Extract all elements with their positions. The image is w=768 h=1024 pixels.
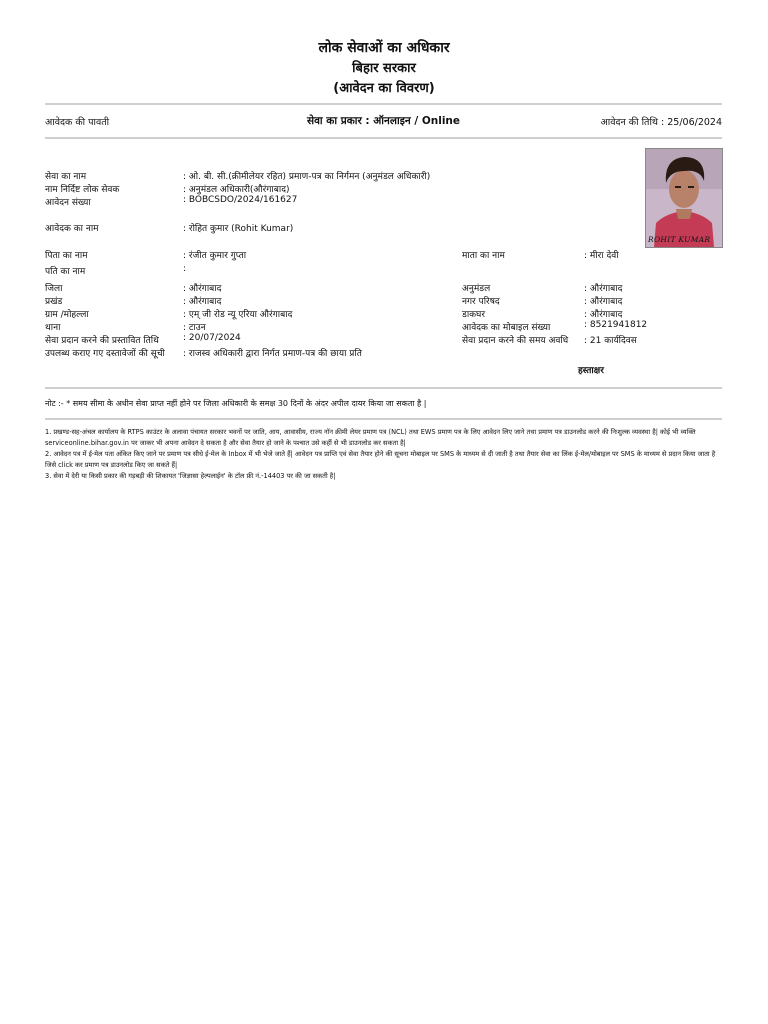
footnote-1: 1. प्रखण्ड-सह-अंचल कार्यालय के RTPS काउंटर के अलावा पंचायत सरकार भवनों पर जाति, आय, आवासीय, राज्य नॉन क्रीमी लेयर प्रमाण पत्र (NCL) तथा EWS प्रमाण पत्र के लिए आवेदन लिए जाने तथा प्रमाण पत्र डाउनलोड करने की निःशुल्क व्यवस्था है| कोई भी व्यक्ति serviceonline.bihar.gov.in पर जाकर भी अपना आवेदन दे सकता है और सेवा तैयार हो जाने के पश्चात उसे कहीं से भी डाउनलोड कर सकता है| <box>45 428 696 447</box>
documents-label: उपलब्ध कराए गए दस्तावेजों की सूची <box>45 349 165 359</box>
divider <box>45 418 722 420</box>
application-number-label: आवेदन संख्या <box>45 198 91 208</box>
husband-name-value: : <box>183 264 187 274</box>
police-station-value: : टाउन <box>183 323 206 333</box>
divider <box>45 387 722 389</box>
post-office-label: डाकघर <box>462 310 486 320</box>
designated-officer-value: : अनुमंडल अधिकारी(औरंगाबाद) <box>183 185 290 195</box>
husband-name-label: पति का नाम <box>45 267 86 277</box>
photo-caption: ROHIT KUMAR <box>648 235 711 244</box>
service-name-label: सेवा का नाम <box>45 172 87 182</box>
application-number-value: : BOBCSDO/2024/161627 <box>183 195 298 205</box>
divider <box>45 103 722 105</box>
proposed-date-value: : 20/07/2024 <box>183 333 241 343</box>
page-subtitle: (आवेदन का विवरण) <box>333 81 435 96</box>
divider <box>45 137 722 139</box>
acknowledgement-row <box>45 113 722 131</box>
municipal-council-label: नगर परिषद <box>462 297 500 307</box>
note-text: नोट :- * समय सीमा के अधीन सेवा प्राप्त नहीं होने पर जिला अधिकारी के समक्ष 30 दिनों के अंदर अपील दायर किया जा सकता है | <box>45 399 427 408</box>
mobile-number-label: आवेदक का मोबाइल संख्या <box>462 323 551 333</box>
village-value: : एम् जी रोड न्यू एरिया औरंगाबाद <box>183 310 293 320</box>
subdivision-label: अनुमंडल <box>462 284 491 294</box>
person-icon <box>646 149 722 247</box>
district-value: : औरंगाबाद <box>183 284 222 294</box>
acknowledgement-label: आवेदक की पावती <box>45 117 110 128</box>
footnote-3: 3. सेवा में देरी या किसी प्रकार की गड़बड़ी की शिकायत 'जिज्ञासा हेल्पलाईन' के टॉल फ्री नं.-14403 पर की जा सकती है| <box>45 472 336 480</box>
proposed-date-label: सेवा प्रदान करने की प्रस्तावित तिथि <box>45 336 159 346</box>
applicant-name-label: आवेदक का नाम <box>45 224 99 234</box>
government-name: बिहार सरकार <box>352 61 416 76</box>
application-date: आवेदन की तिथि : 25/06/2024 <box>600 117 722 128</box>
documents-value: : राजस्व अधिकारी द्वारा निर्गत प्रमाण-पत्र की छाया प्रति <box>183 349 362 359</box>
time-limit-value: : 21 कार्यदिवस <box>584 336 637 346</box>
footnote-2: 2. आवेदन पत्र में ई-मेल पता अंकित किए जाने पर प्रमाण पत्र सीधे ई-मेल के Inbox में भी भेजे जाते हैं| आवेदन पत्र प्राप्ति एवं सेवा तैयार होने की सूचना मोबाइल पर SMS के माध्यम से दी जाती है तथा तैयार सेवा का लिंक ई-मेल/मोबाइल पर SMS के माध्यम से प्रदान किया जाता है जिसे click कर प्रमाण पत्र डाउनलोड किए जा सकते हैं| <box>45 450 716 469</box>
mother-name-value: : मीरा देवी <box>584 251 619 261</box>
father-name-label: पिता का नाम <box>45 251 88 261</box>
village-label: ग्राम /मोहल्ला <box>45 310 89 320</box>
father-name-value: : रंजीत कुमार गुप्ता <box>183 251 247 261</box>
subdivision-value: : औरंगाबाद <box>584 284 623 294</box>
district-label: जिला <box>45 284 63 294</box>
mobile-number-value: : 8521941812 <box>584 320 648 330</box>
applicant-name-value: : रोहित कुमार (Rohit Kumar) <box>183 224 294 234</box>
applicant-photo <box>645 148 723 248</box>
page-title: लोक सेवाओं का अधिकार <box>318 40 450 56</box>
service-type: सेवा का प्रकार : ऑनलाइन / Online <box>306 115 461 127</box>
municipal-council-value: : औरंगाबाद <box>584 297 623 307</box>
police-station-label: थाना <box>45 323 61 333</box>
block-value: : औरंगाबाद <box>183 297 222 307</box>
designated-officer-label: नाम निर्दिष्ट लोक सेवक <box>45 185 120 195</box>
post-office-value: : औरंगाबाद <box>584 310 623 320</box>
service-name-value: : ओ. बी. सी.(क्रीमीलेयर रहित) प्रमाण-पत्र का निर्गमन (अनुमंडल अधिकारी) <box>183 172 431 182</box>
block-label: प्रखंड <box>45 297 63 307</box>
time-limit-label: सेवा प्रदान करने की समय अवधि <box>462 336 569 346</box>
signature-label: हस्ताक्षर <box>578 366 604 376</box>
mother-name-label: माता का नाम <box>462 251 505 261</box>
